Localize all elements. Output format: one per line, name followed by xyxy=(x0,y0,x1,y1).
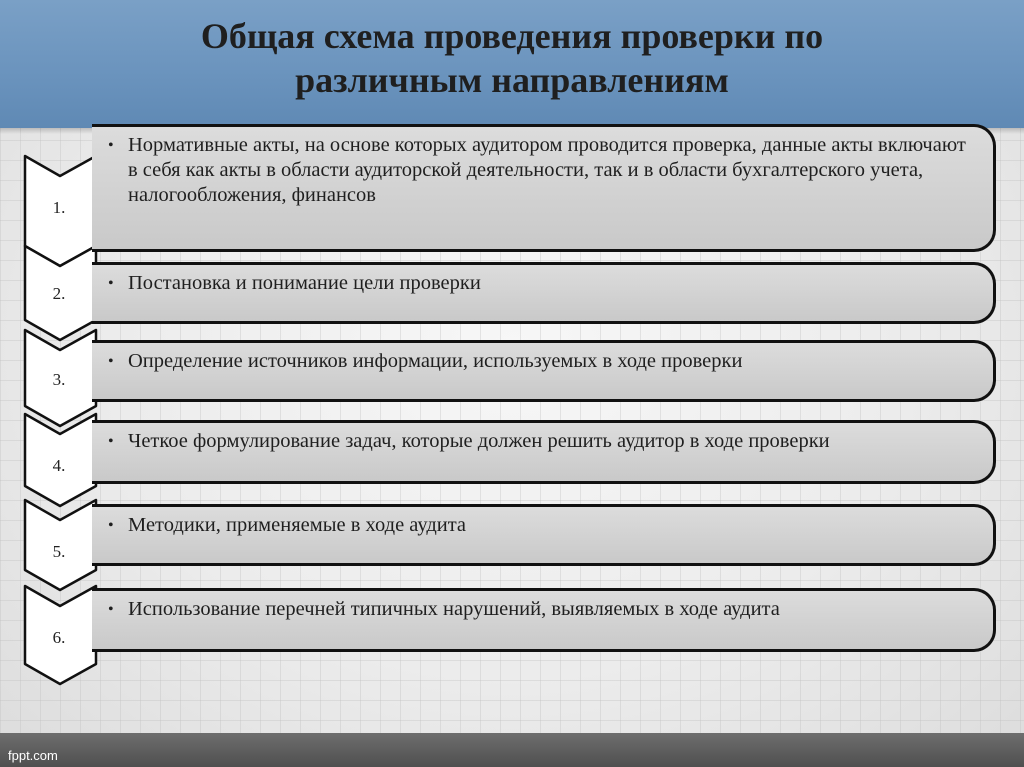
bullet-icon: • xyxy=(108,137,114,154)
bullet-icon: • xyxy=(108,353,114,370)
step-text-3: Определение источников информации, используемых в ходе проверки xyxy=(128,350,743,372)
step-text-4: Четкое формулирование задач, которые должен решить аудитор в ходе проверки xyxy=(128,430,830,452)
step-number-3: 3. xyxy=(52,370,66,389)
step-number-1: 1. xyxy=(52,198,66,217)
bullet-icon: • xyxy=(108,275,114,292)
step-number-6: 6. xyxy=(52,628,66,647)
step-box-2 xyxy=(92,262,996,324)
step-number-4: 4. xyxy=(52,456,66,475)
step-box-1 xyxy=(92,124,996,252)
step-text-5: Методики, применяемые в ходе аудита xyxy=(128,514,467,536)
step-number-5: 5. xyxy=(52,542,66,561)
step-text-6: Использование перечней типичных нарушений, выявляемых в ходе аудита xyxy=(128,598,780,620)
bullet-icon: • xyxy=(108,433,114,450)
footer-watermark: fppt.com xyxy=(8,748,58,763)
step-text-1: Нормативные акты, на основе которых аудитором проводится проверка, данные акты включают в себя как акты в области аудиторской деятельности, так и в области бухгалтерского учета, налогообложения, финансов xyxy=(128,134,966,206)
page-title: Общая схема проведения проверки по различным направлениям xyxy=(200,16,824,100)
step-box-3 xyxy=(92,340,996,402)
bullet-icon: • xyxy=(108,601,114,618)
step-box-6 xyxy=(92,588,996,652)
step-number-2: 2. xyxy=(52,284,66,303)
step-box-5 xyxy=(92,504,996,566)
step-text-2: Постановка и понимание цели проверки xyxy=(128,272,481,294)
bullet-icon: • xyxy=(108,517,114,534)
footer-bar xyxy=(0,733,1024,767)
step-box-4 xyxy=(92,420,996,484)
